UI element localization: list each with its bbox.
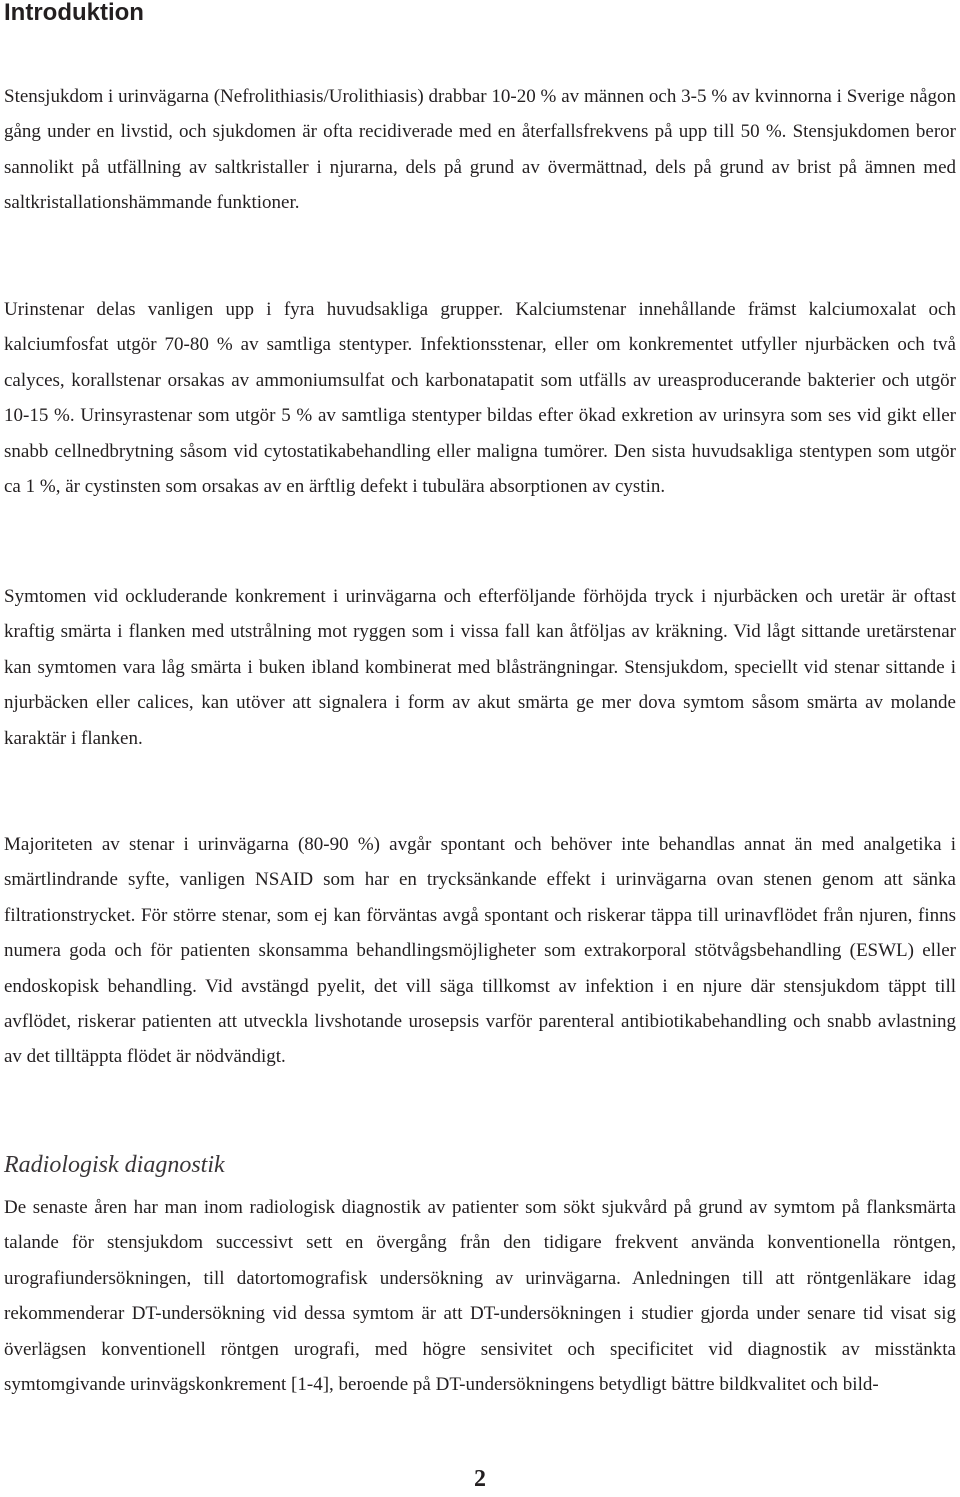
paragraph-treatment: Majoriteten av stenar i urinvägarna (80-90 %) avgår spontant och behöver inte behandlas annat än med analgetika i smärtlindrande syfte, vanligen NSAID som har en trycksänkande effekt i urinvägarna ovan stenen genom att sänka filtrationstrycket. För större stenar, som ej kan förväntas avgå spontant och riskerar täppa till urinavflödet från njuren, finns numera goda och för patienten skonsamma behandlingsmöjligheter som extrakorporal stötvågsbehandling (ESWL) eller endoskopisk behandling. Vid avstängd pyelit, det vill säga tillkomst av infektion i en njure där stensjukdom täppt till avflödet, riskerar patienten att utveckla livshotande urosepsis varför parenteral antibiotikabehandling och snabb avlastning av det tilltäppta flödet är nödvändigt. (4, 834, 956, 1068)
section-heading: Introduktion (4, 0, 144, 26)
paragraph-prevalence: Stensjukdom i urinvägarna (Nefrolithiasis/Urolithiasis) drabbar 10-20 % av männen och 3-5 % av kvinnorna i Sverige någon gång under en livstid, och sjukdomen är ofta recidiverade med en återfallsfrekvens på upp till 50 %. Stensjukdomen beror sannolikt på utfällning av saltkristaller i njurarna, dels på grund av övermättnad, dels på grund av brist på ämnen med saltkristallationshämmande funktioner. (4, 86, 956, 214)
paragraph-symptoms: Symtomen vid ockluderande konkrement i urinvägarna och efterföljande förhöjda tryck i njurbäcken och uretär är oftast kraftig smärta i flanken med utstrålning mot ryggen som i vissa fall kan åtföljas av kräkning. Vid lågt sittande uretärstenar kan symtomen vara låg smärta i buken ibland kombinerat med blåsträngningar. Stensjukdom, speciellt vid stenar sittande i njurbäcken eller calices, kan utöver att signalera i form av akut smärta ge mer dova symtom såsom smärta av molande karaktär i flanken. (4, 586, 956, 749)
paragraph-radiology: De senaste åren har man inom radiologisk diagnostik av patienter som sökt sjukvård på grund av symtom på flanksmärta talande för stensjukdom successivt sett en övergång från den tidigare frekvent använda konventionella röntgen, urografiundersökningen, till datortomografisk undersökning av urinvägarna. Anledningen till att röntgenläkare idag rekommenderar DT-undersökning vid dessa symtom är att DT-undersökningen i studier gjorda under senare tid visat sig överlägsen konventionell röntgen urografi, med högre sensivitet och specificitet vid diagnostik av misstänkta symtomgivande urinvägskonkrement [1-4], beroende på DT-undersökningens betydligt bättre bildkvalitet och bild- (4, 1197, 956, 1396)
paragraph-stone-types: Urinstenar delas vanligen upp i fyra huvudsakliga grupper. Kalciumstenar innehållande främst kalciumoxalat och kalciumfosfat utgör 70-80 % av samtliga stentyper. Infektionsstenar, eller om konkrementet utfyller njurbäcken och två calyces, korallstenar orsakas av ammoniumsulfat och karbonatapatit som utfälls av ureasproducerande bakterier och utgör 10-15 %. Urinsyrastenar som utgör 5 % av samtliga stentyper bildas efter ökad exkretion av urinsyra som ses vid gikt eller snabb cellnedbrytning såsom vid cytostatikabehandling eller maligna tumörer. Den sista huvudsakliga stentypen som utgör ca 1 %, är cystinsten som orsakas av en ärftlig defekt i tubulära absorptionen av cystin. (4, 299, 956, 498)
subsection-heading: Radiologisk diagnostik (4, 1152, 225, 1178)
page-number: 2 (474, 1466, 486, 1492)
